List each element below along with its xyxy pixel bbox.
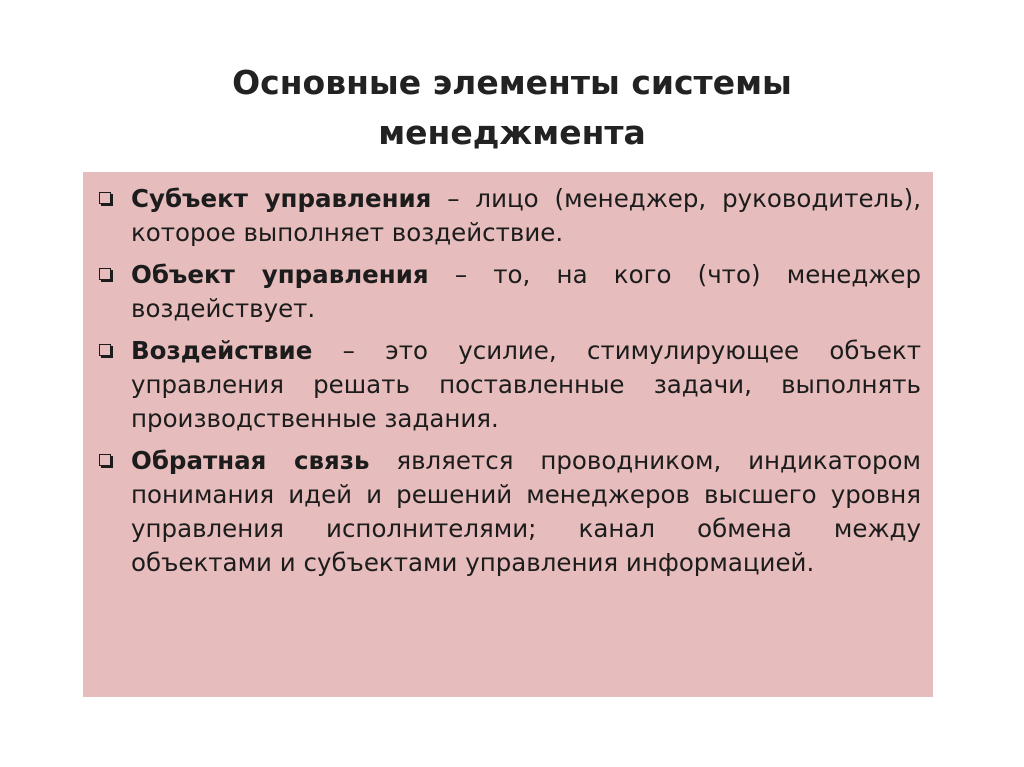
checkbox-bullet-icon xyxy=(99,344,111,356)
list-item-object xyxy=(95,258,921,326)
list-item-feedback xyxy=(95,444,921,580)
term-definition: – то, на кого (что) менеджер воздействует. xyxy=(131,260,921,323)
slide-title-line-1: Основные элементы системы xyxy=(232,63,792,102)
term-definition: является проводником, индикатором понимания идей и решений менеджеров высшего уровня управления исполнителями; канал обмена между объектами и субъектами управления информацией. xyxy=(131,446,921,577)
term-definition: – лицо (менеджер, руководитель), которое выполняет воздействие. xyxy=(131,184,921,247)
list-item-text xyxy=(131,182,921,250)
checkbox-bullet-icon xyxy=(99,268,111,280)
list-item-text xyxy=(131,444,921,580)
term-label: Воздействие xyxy=(131,336,313,365)
content-box xyxy=(83,172,933,697)
list-item-influence xyxy=(95,334,921,436)
slide-title xyxy=(0,58,1024,158)
slide-title-line-2: менеджмента xyxy=(378,113,646,152)
term-definition: – это усилие, стимулирующее объект управления решать поставленные задачи, выполнять производственные задания. xyxy=(131,336,921,433)
term-label: Объект управления xyxy=(131,260,429,289)
checkbox-bullet-icon xyxy=(99,192,111,204)
list-item-text xyxy=(131,258,921,326)
term-label: Субъект управления xyxy=(131,184,432,213)
list-item-subject xyxy=(95,182,921,250)
checkbox-bullet-icon xyxy=(99,454,111,466)
list-item-text xyxy=(131,334,921,436)
term-label: Обратная связь xyxy=(131,446,370,475)
